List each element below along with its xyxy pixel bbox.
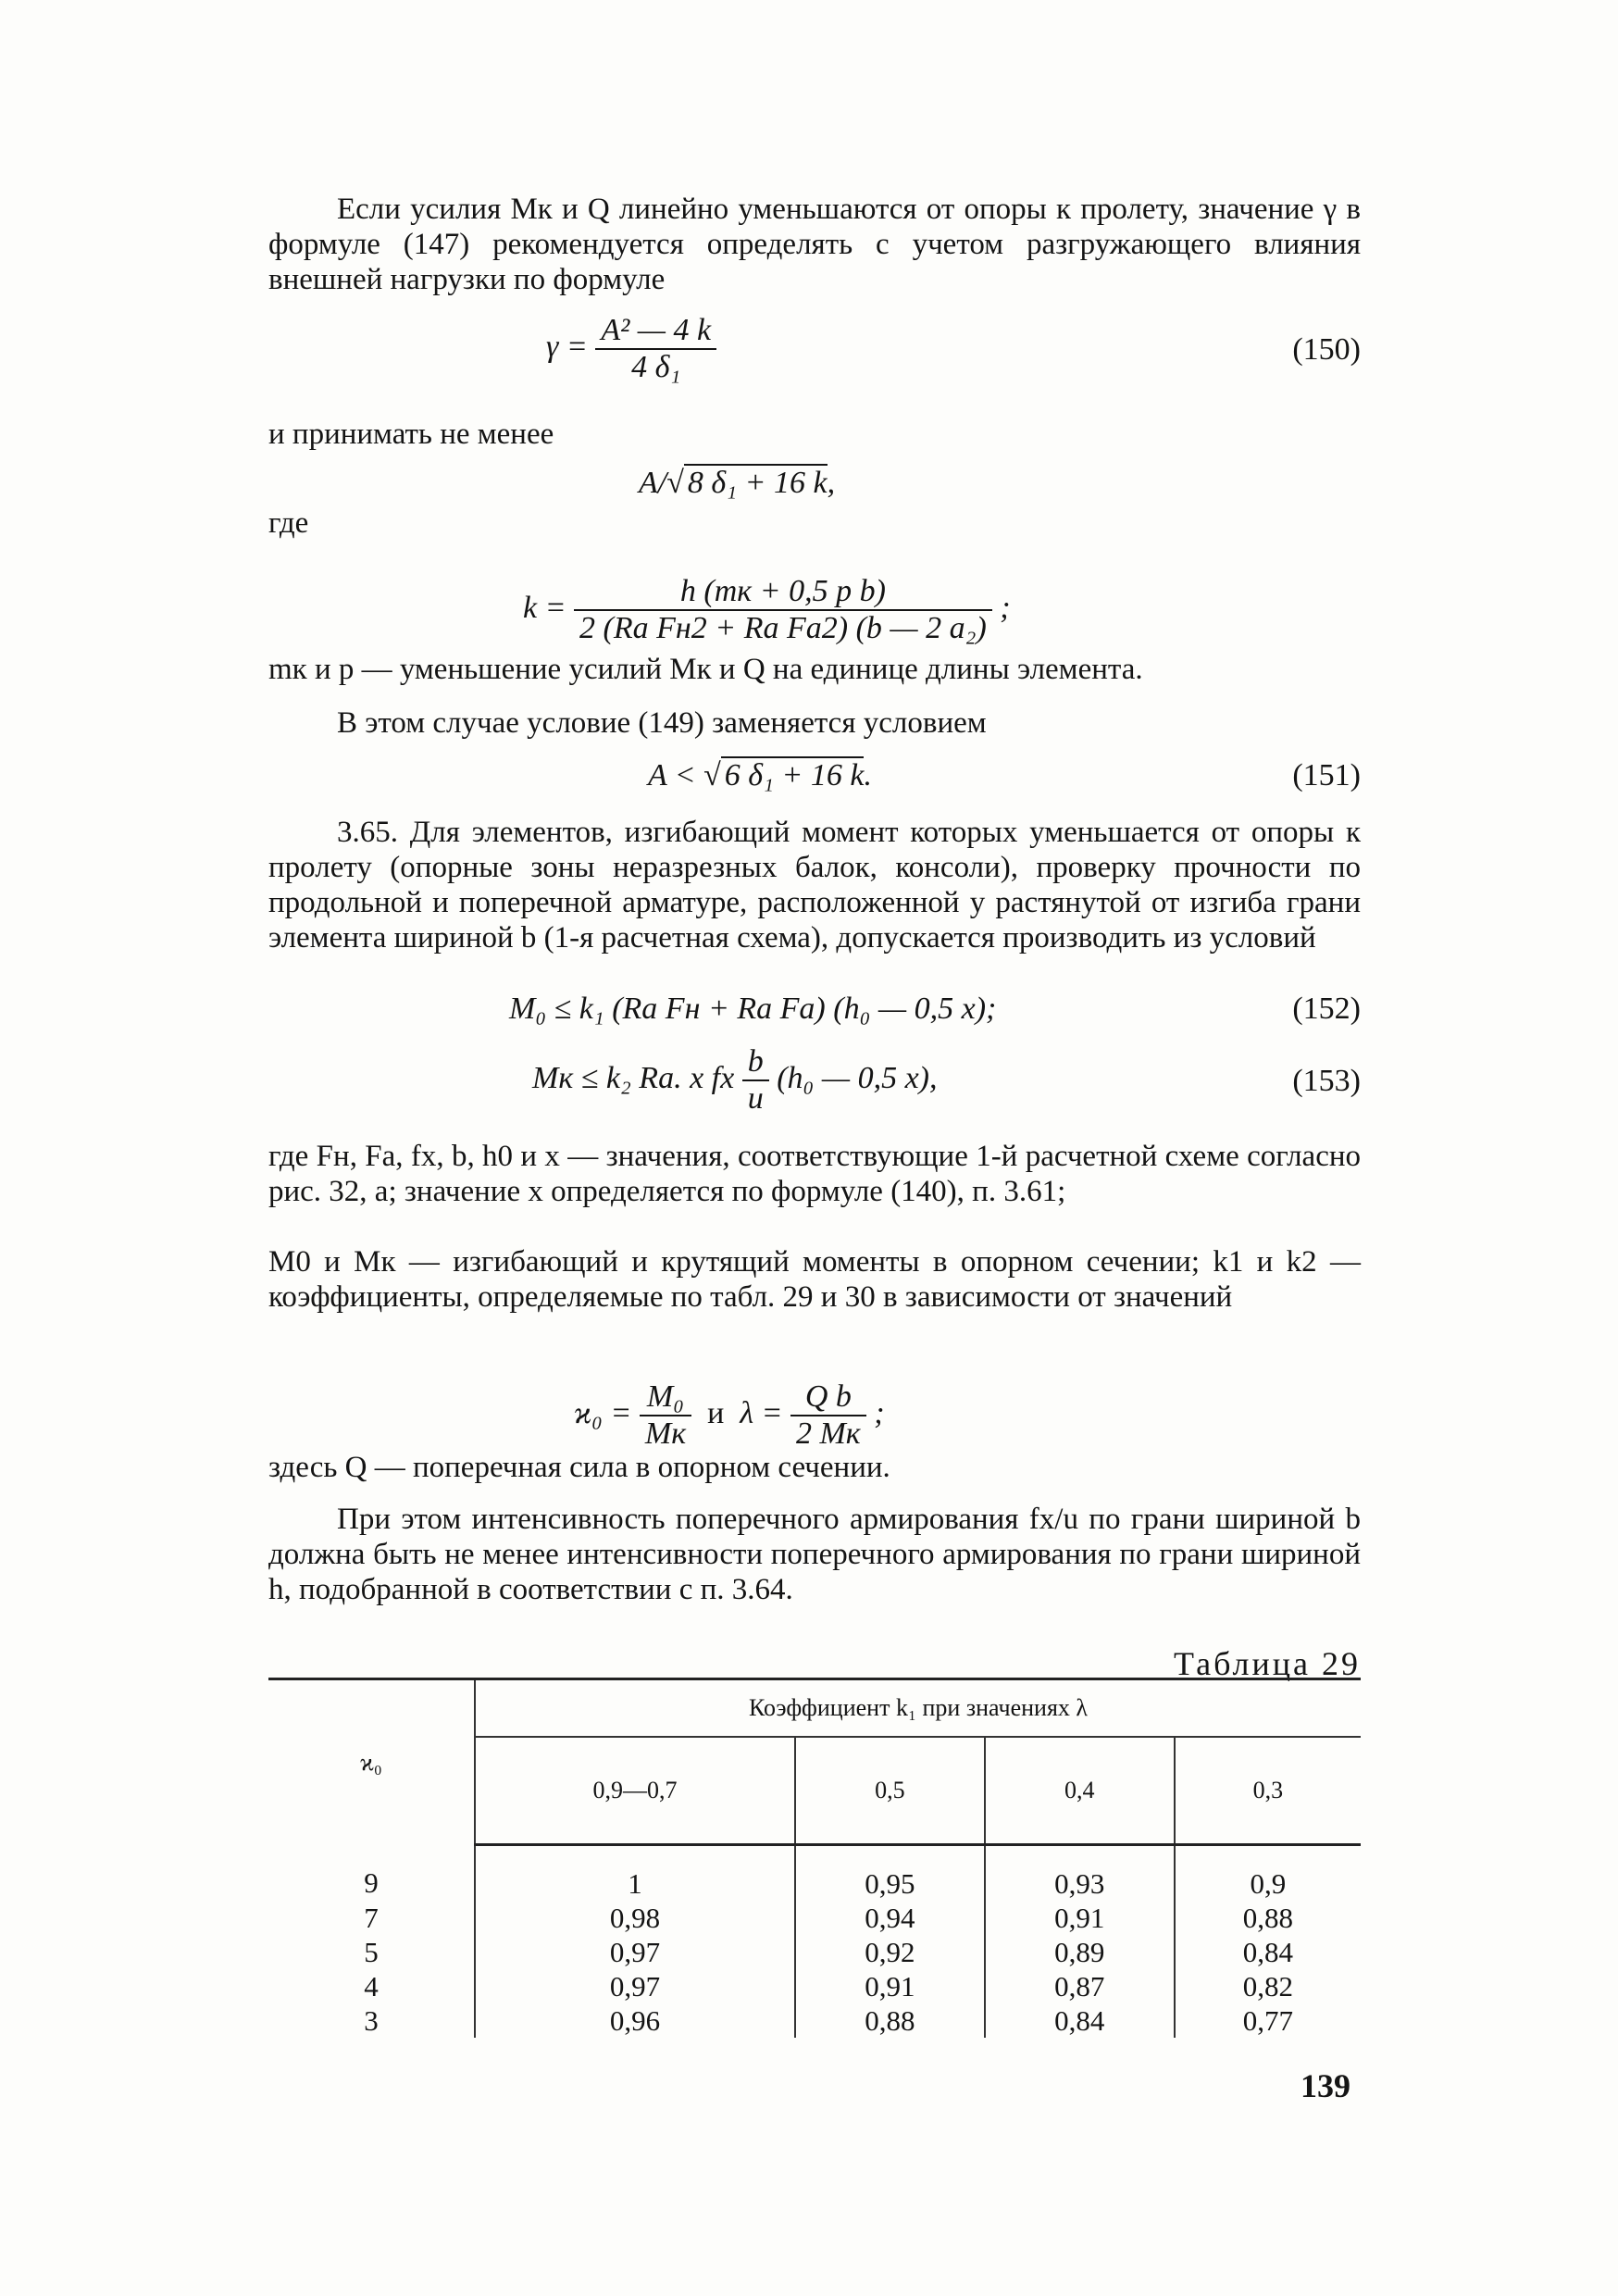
row-label: 9 xyxy=(364,1866,379,1900)
formula-151-tail: . xyxy=(864,758,872,792)
table-header-row xyxy=(268,1679,1361,1738)
table-cell: 1 xyxy=(475,1845,795,1902)
row-header: ϰ₀ xyxy=(268,1679,475,1845)
formula-151-a: A < xyxy=(648,758,696,792)
formula-minimum-radicand: 8 δ₁ + 16 k xyxy=(684,464,828,500)
formula-minimum-tail: , xyxy=(827,466,836,500)
formula-153-b: (h₀ — 0,5 x), xyxy=(777,1060,938,1095)
formula-153 xyxy=(268,1044,1361,1116)
paragraph-where xyxy=(268,505,1361,541)
formula-kappa-denominator: Mк xyxy=(640,1415,691,1452)
table-29 xyxy=(268,1678,1361,2038)
table-cell: 0,97 xyxy=(475,1969,795,2003)
formula-153-fraction xyxy=(742,1044,769,1117)
paragraph-text: При этом интенсивность поперечного армирования fx/u по грани шириной b должна быть не менее интенсивности поперечного армирования по грани шириной h, подобранной в соответствии с п. 3.64. xyxy=(268,1503,1361,1606)
formula-k-lhs: k = xyxy=(523,590,566,625)
table-cell: 0,82 xyxy=(1175,1969,1361,2003)
formula-k xyxy=(268,574,1361,645)
formula-150 xyxy=(268,313,1361,384)
table-cell: 0,92 xyxy=(795,1935,985,1969)
formula-152-number: (152) xyxy=(1292,992,1361,1026)
formula-150-fraction xyxy=(595,313,716,385)
row-label: 4 xyxy=(364,1970,379,2003)
table-title: Таблица 29 xyxy=(1174,1645,1361,1682)
table-cell: 0,97 xyxy=(475,1935,795,1969)
table-row xyxy=(268,1901,1361,1935)
table-row xyxy=(268,1935,1361,1969)
row-label: 3 xyxy=(364,2004,379,2037)
formula-k-numerator: h (mк + 0,5 p b) xyxy=(679,574,886,608)
formula-lambda-numerator: Q b xyxy=(804,1379,852,1414)
group-header: Коэффициент k₁ при значениях λ xyxy=(475,1679,1361,1738)
table-cell: 0,88 xyxy=(1175,1901,1361,1935)
formula-k-denominator: 2 (Ra Fн2 + Ra Fa2) (b — 2 a₂) xyxy=(574,609,992,646)
column-header: 0,5 xyxy=(795,1737,985,1845)
table-cell: 0,95 xyxy=(795,1845,985,1902)
formula-151-expression xyxy=(648,757,872,794)
paragraph-m-p xyxy=(268,652,1361,687)
formula-150-numerator: A² — 4 k xyxy=(601,313,712,347)
formula-and: и xyxy=(707,1395,725,1430)
formula-150-denominator: 4 δ₁ xyxy=(595,348,716,385)
formula-kappa-fraction xyxy=(640,1379,691,1452)
formula-kappa-lambda xyxy=(268,1379,1361,1451)
table-row xyxy=(268,1845,1361,1902)
formula-lambda-denominator: 2 Mк xyxy=(790,1415,866,1452)
paragraph-3-65 xyxy=(268,815,1361,955)
formula-minimum-expression xyxy=(639,465,835,502)
paragraph-text: mк и p — уменьшение усилий Мк и Q на единице длины элемента. xyxy=(268,653,1143,686)
formula-lambda-lhs: λ = xyxy=(740,1395,783,1430)
formula-151-radicand: 6 δ₁ + 16 k xyxy=(721,756,865,792)
paragraph-where-values xyxy=(268,1139,1361,1209)
formula-151-number: (151) xyxy=(1292,758,1361,792)
formula-150-number: (150) xyxy=(1292,332,1361,367)
radical-icon: √ xyxy=(703,758,721,792)
table-cell: 0,9 xyxy=(1175,1845,1361,1902)
table-cell: 0,98 xyxy=(475,1901,795,1935)
paragraph-text: здесь Q — поперечная сила в опорном сечении. xyxy=(268,1451,890,1484)
table-cell: 0,89 xyxy=(985,1935,1175,1969)
formula-153-a: Mк ≤ k₂ Ra. x fx xyxy=(532,1060,735,1095)
formula-151 xyxy=(268,757,1361,794)
column-header: 0,3 xyxy=(1175,1737,1361,1845)
column-header: 0,4 xyxy=(985,1737,1175,1845)
formula-150-lhs: γ = xyxy=(546,329,588,364)
formula-k-tail: ; xyxy=(1000,590,1011,625)
formula-153-number: (153) xyxy=(1292,1064,1361,1098)
formula-k-fraction xyxy=(574,574,992,646)
paragraph-text: Если усилия Мк и Q линейно уменьшаются от опоры к пролету, значение γ в формуле (147) рекомендуется определять с учетом разгружающего влияния внешней нагрузки по формуле xyxy=(268,193,1361,296)
paragraph-text: 3.65. Для элементов, изгибающий момент которых уменьшается от опоры к пролету (опорные зоны неразрезных балок, консоли), проверку прочности по продольной и поперечной арматуре, расположенной у растянутой от изгиба грани элемента шириной b (1-я расчетная схема), допускается производить из условий xyxy=(268,816,1361,955)
column-header: 0,9—0,7 xyxy=(475,1737,795,1845)
paragraph-shear xyxy=(268,1450,1361,1485)
table-cell: 0,91 xyxy=(795,1969,985,2003)
formula-153-numerator: b xyxy=(747,1044,764,1079)
formula-lambda-fraction xyxy=(790,1379,866,1452)
paragraph-text: M0 и Мк — изгибающий и крутящий моменты в опорном сечении; k1 и k2 — коэффициенты, определяемые по табл. 29 и 30 в зависимости от значений xyxy=(268,1245,1361,1314)
table-row xyxy=(268,1969,1361,2003)
radical-icon: √ xyxy=(666,466,684,500)
paragraph-text: где xyxy=(268,506,309,540)
formula-153-denominator: u xyxy=(742,1079,769,1117)
paragraph-moments xyxy=(268,1244,1361,1315)
table-cell: 0,87 xyxy=(985,1969,1175,2003)
formula-kappa-numerator: M₀ xyxy=(646,1379,685,1414)
table-cell: 0,88 xyxy=(795,2003,985,2038)
paragraph-intro xyxy=(268,192,1361,297)
row-label: 5 xyxy=(364,1936,379,1968)
formula-minimum-a: A/ xyxy=(639,466,667,500)
table-cell: 0,93 xyxy=(985,1845,1175,1902)
table-cell: 0,91 xyxy=(985,1901,1175,1935)
page-number: 139 xyxy=(1301,2067,1350,2104)
table-cell: 0,84 xyxy=(1175,1935,1361,1969)
formula-kappa-lhs: ϰ₀ = xyxy=(574,1395,632,1430)
formula-lambda-tail: ; xyxy=(874,1395,885,1430)
table-cell: 0,84 xyxy=(985,2003,1175,2038)
row-label: 7 xyxy=(364,1902,379,1934)
paragraph-min xyxy=(268,417,1361,452)
formula-152-expression: M₀ ≤ k₁ (Ra Fн + Ra Fa) (h₀ — 0,5 x); xyxy=(509,992,997,1026)
paragraph-reinforcement xyxy=(268,1502,1361,1607)
table-cell: 0,96 xyxy=(475,2003,795,2038)
table-cell: 0,94 xyxy=(795,1901,985,1935)
table-cell: 0,77 xyxy=(1175,2003,1361,2038)
formula-kappa-expression xyxy=(574,1379,885,1452)
paragraph-text: и принимать не менее xyxy=(268,418,554,451)
paragraph-text: где Fн, Fa, fx, b, h0 и x — значения, соответствующие 1-й расчетной схеме согласно рис. 32, a; значение x определяется по формуле (140), п. 3.61; xyxy=(268,1140,1361,1208)
table-row xyxy=(268,2003,1361,2038)
formula-153-expression xyxy=(532,1044,938,1117)
formula-k-expression xyxy=(523,574,1011,646)
formula-150-expression xyxy=(546,313,716,385)
paragraph-condition xyxy=(268,705,1361,741)
formula-152 xyxy=(268,991,1361,1028)
paragraph-text: В этом случае условие (149) заменяется условием xyxy=(337,706,987,740)
formula-minimum xyxy=(268,465,1361,502)
